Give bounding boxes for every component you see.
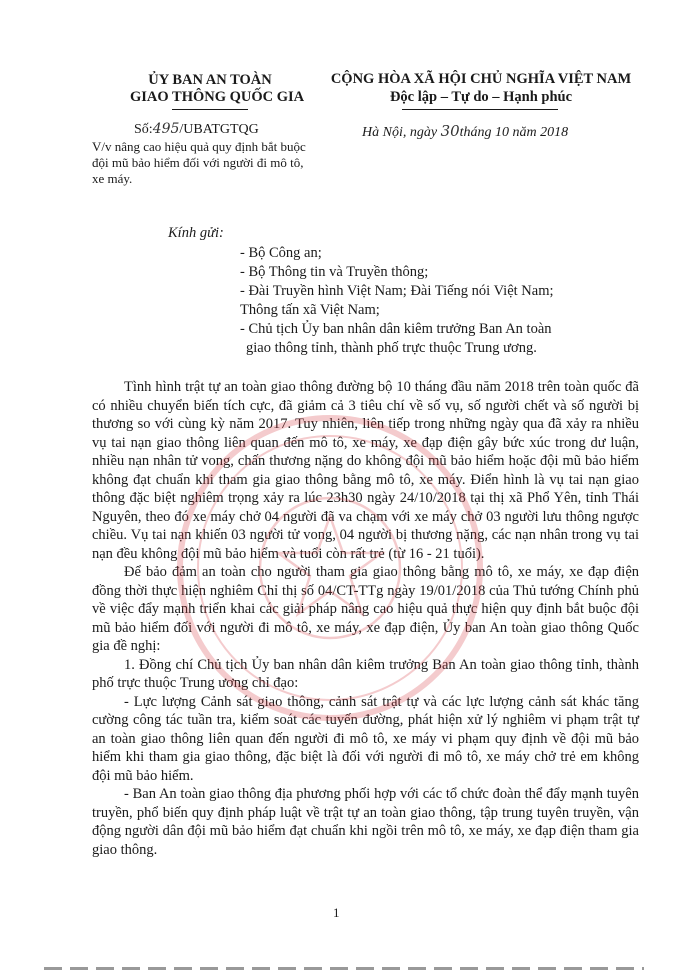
paragraph-4: - Lực lượng Cảnh sát giao thông, cảnh sát trật tự và các lực lượng cảnh sát khác tăng cường công tác tuần tra, kiểm soát các tuyến đường, phát hiện xử lý nghiêm vi phạm trật tự an toàn giao thông liên quan đến người đi mô tô, xe máy vi phạm quy định về đội mũ bảo hiểm khi tham gia giao thông, đặc biệt là đối với người đi mô tô, xe máy chở trẻ em không đội mũ bảo hiểm. [92, 693, 639, 784]
document-number [134, 121, 259, 138]
scan-edge-divider [44, 967, 644, 970]
paragraph-1: Tình hình trật tự an toàn giao thông đường bộ 10 tháng đầu năm 2018 trên toàn quốc đã có nhiều chuyển biến tích cực, đã giảm cả 3 tiêu chí về số vụ, số người chết và số người bị thương so với cùng kỳ năm 2017. Tuy nhiên, liên tiếp trong những ngày qua đã xảy ra nhiều vụ tai nạn giao thông liên quan đến mô tô, xe máy, xe đạp điện gây bức xúc trong dư luận, nhiều nạn nhân tử vong, chấn thương nặng do không đội mũ bảo hiểm hoặc đội mũ bảo hiểm không đạt chuẩn khi tham gia giao thông bằng mô tô, xe máy. Điển hình là vụ tai nạn giao thông đặc biệt nghiêm trọng xảy ra lúc 23h30 ngày 24/10/2018 tại thị xã Phổ Yên, tỉnh Thái Nguyên, theo đó xe máy chở 04 người đã va chạm với xe máy chở 03 người lưu thông ngược chiều. Vụ tai nạn khiến 03 người tử vong, 04 người bị thương nặng, các nạn nhân trong vụ tai nạn đều không đội mũ bảo hiểm và tuổi còn rất trẻ (từ 16 - 21 tuổi). [92, 379, 639, 562]
salutation: Kính gửi: [168, 225, 224, 241]
org-line-1: ỦY BAN AN TOÀN [148, 72, 272, 88]
date-suffix: tháng 10 năm 2018 [459, 125, 569, 140]
org-line-2: GIAO THÔNG QUỐC GIA [130, 89, 305, 105]
recipient-4-cont: giao thông tỉnh, thành phố trực thuộc Trung ương. [246, 340, 537, 356]
org-underline [172, 109, 248, 110]
country-line: CỘNG HÒA XÃ HỘI CHỦ NGHĨA VIỆT NAM [330, 71, 632, 87]
subject-line-2: đội mũ bảo hiểm đối với người đi mô tô, [92, 155, 304, 170]
doc-no-suffix: /UBATGTQG [179, 122, 259, 137]
doc-no-prefix: Số: [134, 122, 153, 137]
national-header [325, 70, 637, 106]
paragraph-3: 1. Đồng chí Chủ tịch Ủy ban nhân dân kiêm trưởng Ban An toàn giao thông tỉnh, thành phố trực thuộc Trung ương chỉ đạo: [92, 656, 639, 691]
issuing-organization [130, 72, 305, 106]
doc-no-handwritten: 495 [152, 121, 180, 137]
subject-line-1: V/v nâng cao hiệu quả quy định bắt buộc [92, 139, 306, 154]
recipient-2: - Bộ Thông tin và Truyền thông; [240, 264, 429, 280]
letter-body [92, 378, 639, 859]
date-prefix: Hà Nội, ngày [362, 125, 441, 140]
motto-line: Độc lập – Tự do – Hạnh phúc [389, 89, 573, 105]
recipient-1: - Bộ Công an; [240, 245, 322, 261]
recipient-4: - Chủ tịch Ủy ban nhân dân kiêm trưởng Ban An toàn [240, 321, 552, 337]
date-day-handwritten: 30 [440, 122, 460, 140]
subject-line-3: xe máy. [92, 171, 133, 186]
recipient-3: - Đài Truyền hình Việt Nam; Đài Tiếng nói Việt Nam; [240, 283, 554, 299]
recipient-3-cont: Thông tấn xã Việt Nam; [240, 302, 380, 318]
paragraph-2: Để bảo đảm an toàn cho người tham gia giao thông bằng mô tô, xe máy, xe đạp điện đồng thời thực hiện nghiêm Chỉ thị số 04/CT-TTg ngày 19/01/2018 của Thủ tướng Chính phủ về việc đẩy mạnh triển khai các giải pháp nâng cao hiệu quả thực hiện quy định bắt buộc đội mũ bảo hiểm đối với người đi mô tô, xe máy, xe đạp điện, Ủy ban An toàn giao thông Quốc gia đề nghị: [92, 564, 639, 654]
page-number: 1 [333, 905, 340, 920]
motto-underline [402, 109, 558, 110]
document-subject [92, 139, 306, 187]
paragraph-5: - Ban An toàn giao thông địa phương phối hợp với các tổ chức đoàn thể đẩy mạnh tuyên truyền, phổ biến quy định pháp luật về trật tự an toàn giao thông, tập trung tuyên truyền, vận động người dân đội mũ bảo hiểm đạt chuẩn khi ngồi trên mô tô, xe máy, xe đạp điện tham gia giao thông. [92, 786, 639, 858]
document-date [362, 122, 568, 141]
